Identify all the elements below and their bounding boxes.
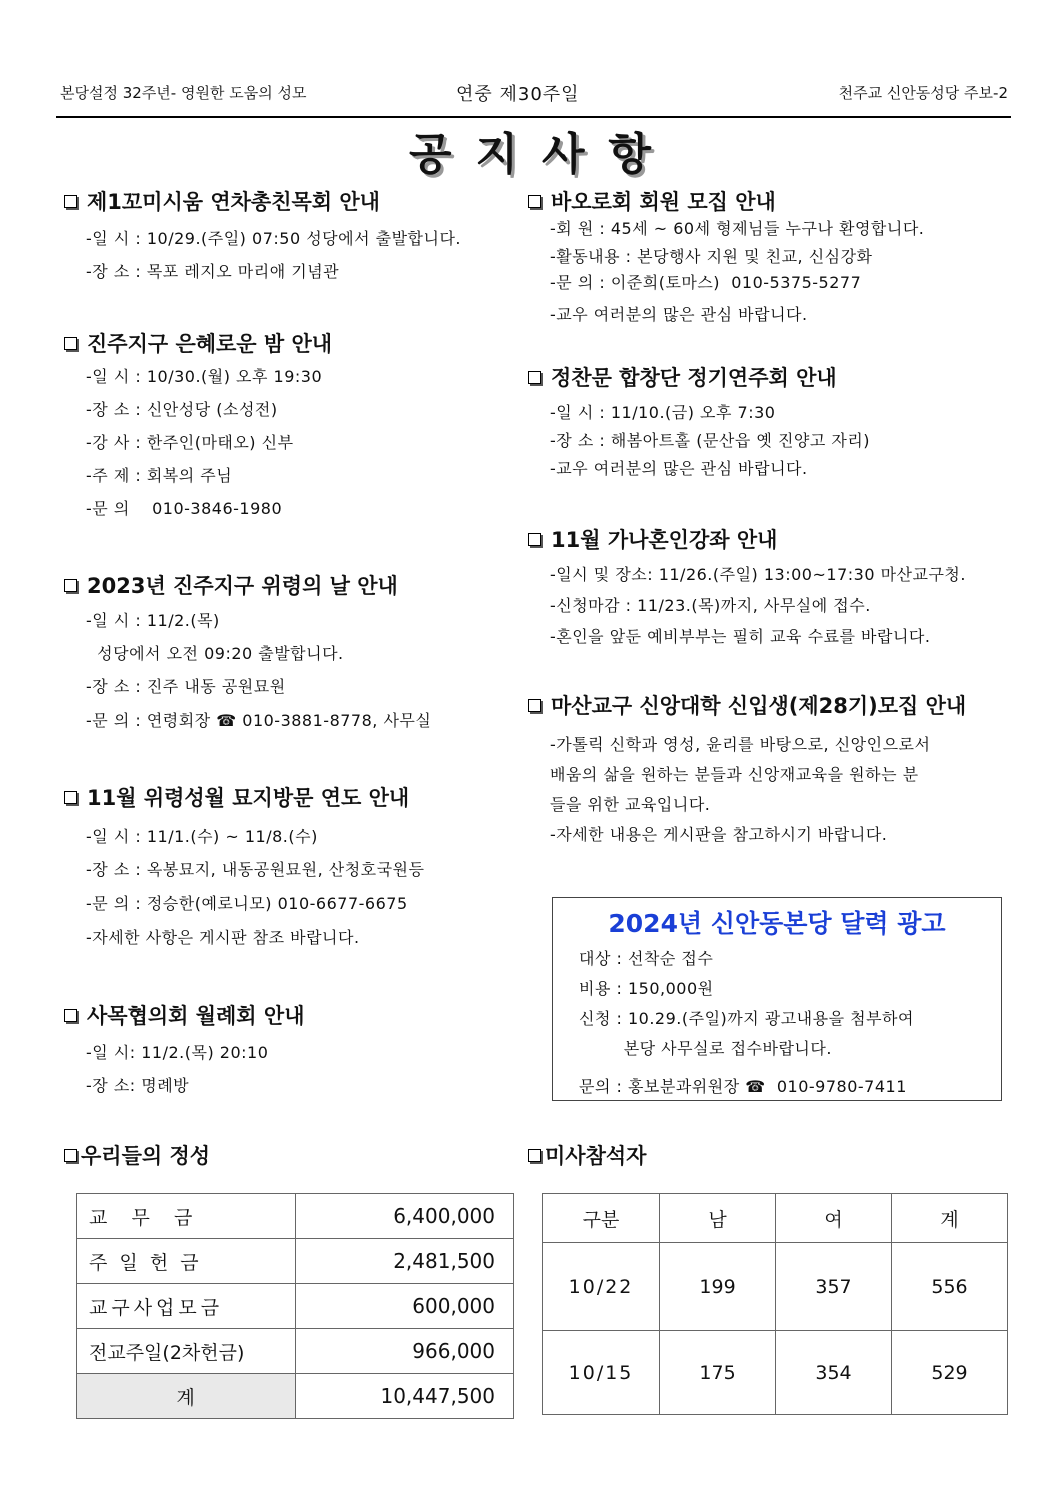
section-line: 들을 위한 교육입니다. [550, 795, 711, 814]
notice-section [528, 362, 871, 478]
ad-line: 신청 : 10.29.(주일)까지 광고내용을 첨부하여 [579, 1009, 914, 1028]
notice-section [528, 524, 966, 646]
section-title: 사목협의회 월례회 안내 [87, 1004, 305, 1028]
section-line: -주 제 : 회복의 주님 [86, 466, 233, 485]
page-title: 공지사항 [408, 129, 675, 180]
offering-label: 주 일 헌 금 [77, 1239, 296, 1284]
offering-value: 6,400,000 [296, 1194, 514, 1239]
table-row [543, 1331, 1008, 1415]
offering-table [76, 1193, 514, 1419]
section-title: 진주지구 은혜로운 밤 안내 [87, 332, 333, 356]
attendance-male: 199 [660, 1243, 776, 1331]
section-line: 배움의 삶을 원하는 분들과 신앙재교육을 원하는 분 [550, 765, 919, 784]
checkbox-bullet-icon [528, 699, 541, 712]
checkbox-bullet-icon [64, 791, 77, 804]
section-line: -장 소 : 해봄아트홀 (문산읍 옛 진양고 자리) [550, 431, 871, 450]
section-title: 마산교구 신앙대학 신입생(제28기)모집 안내 [551, 694, 967, 718]
section-line: -장 소 : 진주 내동 공원묘원 [86, 677, 286, 696]
attendance-date: 10/15 [543, 1331, 660, 1415]
offering-value: 600,000 [296, 1284, 514, 1329]
checkbox-bullet-icon [64, 1149, 77, 1162]
table-header-row [543, 1194, 1008, 1243]
offering-label: 전교주일(2차헌금) [77, 1329, 296, 1374]
section-line: -자세한 내용은 게시판을 참고하시기 바랍니다. [550, 825, 888, 844]
ad-line: 비용 : 150,000원 [579, 979, 714, 998]
section-line: -문 의 : 이준희(토마스) 010-5375-5277 [550, 273, 862, 292]
section-title: 미사참석자 [545, 1144, 647, 1168]
attendance-female: 357 [776, 1243, 892, 1331]
attendance-male: 175 [660, 1331, 776, 1415]
column-header: 여 [776, 1194, 892, 1243]
section-line: -장 소: 명례방 [86, 1076, 190, 1095]
notice-section [64, 328, 333, 518]
table-row [543, 1243, 1008, 1331]
section-line: -강 사 : 한주인(마태오) 신부 [86, 433, 294, 452]
table-row [77, 1374, 514, 1419]
attendance-date: 10/22 [543, 1243, 660, 1331]
notice-section [528, 186, 925, 324]
header-center: 연중 제30주일 [456, 84, 580, 105]
notice-section [64, 1000, 305, 1095]
section-title: 2023년 진주지구 위령의 날 안내 [87, 574, 398, 598]
section-line: -일 시 : 11/2.(목) [86, 611, 220, 630]
section-line: -장 소 : 목포 레지오 마리애 기념관 [86, 262, 340, 281]
header-right: 천주교 신안동성당 주보-2 [838, 84, 1008, 102]
checkbox-bullet-icon [528, 195, 541, 208]
section-line: -교우 여러분의 많은 관심 바랍니다. [550, 459, 808, 478]
notice-section [64, 782, 425, 947]
attendance-heading [528, 1140, 646, 1170]
section-line: -혼인을 앞둔 예비부부는 필히 교육 수료를 바랍니다. [550, 627, 931, 646]
checkbox-bullet-icon [64, 337, 77, 350]
section-title: 우리들의 정성 [81, 1144, 211, 1168]
section-line: -자세한 사항은 게시판 참조 바랍니다. [86, 928, 360, 947]
section-line: -일 시 : 10/29.(주일) 07:50 성당에서 출발합니다. [86, 229, 461, 248]
checkbox-bullet-icon [528, 533, 541, 546]
section-line: -활동내용 : 본당행사 지원 및 친교, 신심강화 [550, 247, 873, 266]
offering-label: 계 [77, 1374, 296, 1419]
section-line: -일시 및 장소: 11/26.(주일) 13:00~17:30 마산교구청. [550, 565, 966, 584]
offering-heading [64, 1140, 210, 1170]
section-line: -문 의 : 연령회장 ☎ 010-3881-8778, 사무실 [86, 711, 432, 730]
section-title: 정찬문 합창단 정기연주회 안내 [551, 366, 837, 390]
checkbox-bullet-icon [64, 1009, 77, 1022]
ad-line: 문의 : 홍보분과위원장 ☎ 010-9780-7411 [579, 1077, 907, 1096]
section-line: -회 원 : 45세 ~ 60세 형제님들 누구나 환영합니다. [550, 219, 925, 238]
section-title: 바오로회 회원 모집 안내 [551, 190, 776, 214]
column-header: 남 [660, 1194, 776, 1243]
column-header: 계 [891, 1194, 1007, 1243]
offering-value: 10,447,500 [296, 1374, 514, 1419]
section-title: 11월 위령성월 묘지방문 연도 안내 [87, 786, 410, 810]
checkbox-bullet-icon [64, 579, 77, 592]
attendance-total: 529 [891, 1331, 1007, 1415]
page-header [60, 80, 1010, 108]
notice-section [64, 186, 461, 281]
attendance-table [542, 1193, 1008, 1415]
section-title: 11월 가나혼인강좌 안내 [551, 528, 778, 552]
offering-label: 교구사업모금 [77, 1284, 296, 1329]
section-line: -일 시 : 10/30.(월) 오후 19:30 [86, 367, 323, 386]
section-line: -문 의 : 정승한(예로니모) 010-6677-6675 [86, 894, 408, 913]
offering-value: 2,481,500 [296, 1239, 514, 1284]
ad-title: 2024년 신안동본당 달력 광고 [608, 909, 946, 938]
notice-section [528, 690, 967, 844]
header-left: 본당설정 32주년- 영원한 도움의 성모 [60, 84, 307, 102]
notice-section [64, 570, 432, 730]
table-row [77, 1194, 514, 1239]
section-line: -장 소 : 옥봉묘지, 내동공원묘원, 산청호국원등 [86, 860, 425, 879]
section-line: -일 시 : 11/1.(수) ~ 11/8.(수) [86, 827, 318, 846]
attendance-total: 556 [891, 1243, 1007, 1331]
checkbox-bullet-icon [64, 195, 77, 208]
offering-value: 966,000 [296, 1329, 514, 1374]
section-title: 제1꼬미시움 연차총친목회 안내 [87, 190, 380, 214]
section-line: -가톨릭 신학과 영성, 윤리를 바탕으로, 신앙인으로서 [550, 735, 931, 754]
calendar-ad-box [552, 897, 1002, 1101]
section-line: -장 소 : 신안성당 (소성전) [86, 400, 278, 419]
checkbox-bullet-icon [528, 1149, 541, 1162]
section-line: -일 시: 11/2.(목) 20:10 [86, 1043, 269, 1062]
ad-line: 대상 : 선착순 접수 [579, 949, 714, 968]
table-row [77, 1239, 514, 1284]
table-row [77, 1284, 514, 1329]
ad-line: 본당 사무실로 접수바랍니다. [579, 1039, 832, 1058]
attendance-female: 354 [776, 1331, 892, 1415]
column-header: 구분 [543, 1194, 660, 1243]
section-line: -신청마감 : 11/23.(목)까지, 사무실에 접수. [550, 596, 871, 615]
section-line: 성당에서 오전 09:20 출발합니다. [86, 644, 344, 663]
checkbox-bullet-icon [528, 371, 541, 384]
offering-label: 교 무 금 [77, 1194, 296, 1239]
section-line: -문 의 010-3846-1980 [86, 499, 283, 518]
section-line: -교우 여러분의 많은 관심 바랍니다. [550, 305, 808, 324]
section-line: -일 시 : 11/10.(금) 오후 7:30 [550, 403, 776, 422]
table-row [77, 1329, 514, 1374]
